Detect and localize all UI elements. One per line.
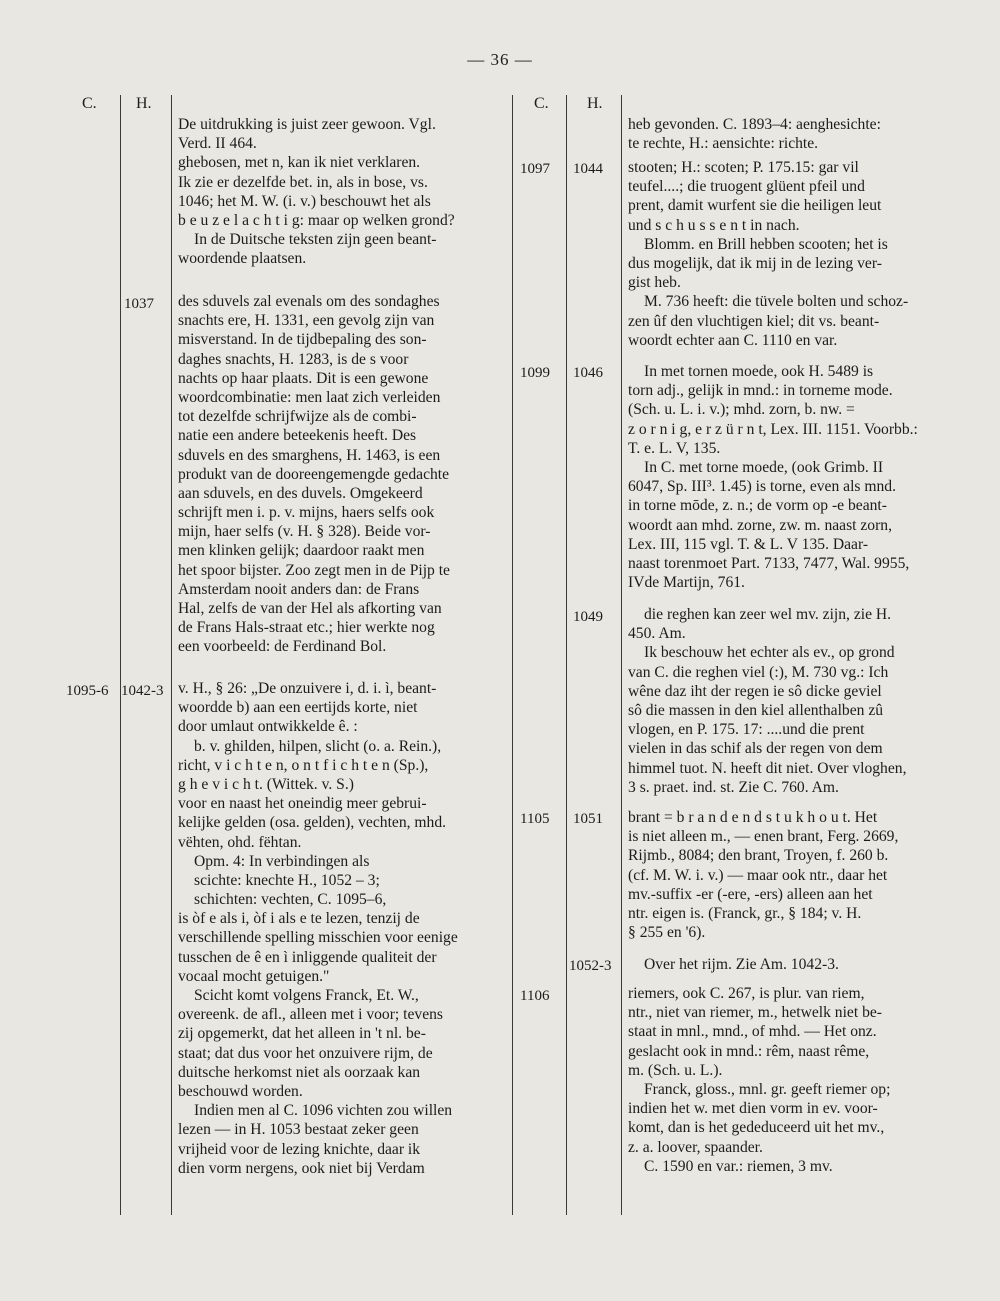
text-line: schichten: vechten, C. 1095–6, [194,891,387,909]
left-column-rule-2 [171,95,172,1215]
text-line: woordt aan mhd. zorne, zw. m. naast zorn, [628,516,892,534]
text-line: het spoor bijster. Zoo zegt men in de Pijp te [178,561,450,579]
text-line: ntr. eigen is. (Franck, gr., § 184; v. H. [628,904,862,922]
right-col-c-header: C. [534,95,549,112]
left-entry-2-text [178,679,458,1178]
text-line: C. 1590 en var.: riemen, 3 mv. [644,1157,833,1175]
text-line: In met tornen moede, ook H. 5489 is [644,363,874,380]
text-line: gist heb. [628,274,681,292]
text-line: indien het w. met dien vorm in ev. voor- [628,1100,878,1118]
text-line: vielen in das schif als der regen von dem [628,740,883,758]
left-entry-0-text [178,115,455,269]
right-entry-4-c-ref: 1105 [520,811,550,827]
text-line: g h e v i c h t. (Wittek. v. S.) [178,775,354,793]
text-line: dien vorm nergens, ook niet bij Verdam [178,1159,425,1177]
text-line: woordde b) aan een eertijds korte, niet [178,699,418,717]
text-line: vocaal mocht getuigen." [178,967,330,985]
right-entry-5-h-ref: 1052-3 [569,958,612,974]
text-line: scichte: knechte H., 1052 – 3; [194,871,380,889]
text-line: Rijmb., 8084; den brant, Troyen, f. 260 b. [628,847,889,865]
left-column-rule-1 [120,95,121,1215]
text-line: Franck, gloss., mnl. gr. geeft riemer op; [644,1080,891,1098]
text-line: geslacht ook in mnd.: rêm, naast rême, [628,1042,870,1060]
text-line: door umlaut ontwikkelde ê. : [178,718,358,736]
text-line: daghes snachts, H. 1283, is de s voor [178,350,409,368]
text-line: sduvels en des smarghens, H. 1463, is een [178,446,441,464]
text-line: staat in mnl., mnd., of mhd. — Het onz. [628,1023,877,1041]
right-entry-3-text [628,605,906,797]
text-line: Scicht komt volgens Franck, Et. W., [194,987,419,1004]
text-line: Blomm. en Brill hebben scooten; het is [644,235,888,253]
text-line: men klinken gelijk; daardoor raakt men [178,542,425,560]
right-entry-0-text [628,115,881,153]
left-col-c-header: C. [82,95,97,112]
text-line: heb gevonden. C. 1893–4: aenghesichte: [628,116,881,133]
text-line: duitsche herkomst niet als oorzaak kan [178,1063,421,1081]
text-line: 450. Am. [628,625,686,643]
text-line: b. v. ghilden, hilpen, slicht (o. a. Rein.), [194,737,442,755]
text-line: aan sduvels, en des duvels. Omgekeerd [178,484,423,502]
text-line: natie een andere beteekenis heeft. Des [178,427,417,445]
text-line: des sduvels zal evenals om des sondaghes [178,293,440,310]
text-line: zen ûf den vluchtigen kiel; dit vs. beant- [628,312,880,330]
text-line: verschillende spelling misschien voor eenige [178,929,458,947]
text-line: woordende plaatsen. [178,250,307,268]
text-line: ntr., niet van riemer, m., hetwelk niet be- [628,1004,882,1022]
text-line: is òf e als i, òf i als e te lezen, tenzij de [178,910,420,928]
text-line: dus mogelijk, dat ik mij in de lezing ver- [628,254,882,272]
right-entry-1-h-ref: 1044 [573,161,603,177]
text-line: v. H., § 26: „De onzuivere i, d. i. ì, beant- [178,680,437,697]
text-line: Verd. II 464. [178,135,257,153]
text-line: brant = b r a n d e n d s t u k h o u t. Het [628,809,878,826]
text-line: een voorbeeld: de Ferdinand Bol. [178,638,387,656]
text-line: In C. met torne moede, (ook Grimb. II [644,458,884,476]
text-line: 6047, Sp. III³. 1.45) is torne, even als mnd. [628,478,896,496]
left-entry-2-c-ref: 1095-6 [66,683,109,699]
text-line: staat; dat dus voor het onzuivere rijm, de [178,1044,433,1062]
text-line: van C. die reghen viel (:), M. 730 vg.: Ich [628,663,889,681]
text-line: Opm. 4: In verbindingen als [194,852,370,870]
text-line: z o r n i g, e r z ü r n t, Lex. III. 1151. Voorbb.: [628,420,918,438]
text-line: tot dezelfde schrijfwijze als de combi- [178,408,417,426]
text-line: nachts op haar plaats. Dit is een gewone [178,369,429,387]
right-entry-3-h-ref: 1049 [573,609,603,625]
text-line: naast torenmoet Part. 7133, 7477, Wal. 9955, [628,554,910,572]
text-line: T. e. L. V, 135. [628,439,721,457]
text-line: sô die massen in den kiel allenthalben zû [628,701,884,719]
left-entry-1-text [178,292,450,657]
left-entry-2-h-ref: 1042-3 [121,683,164,699]
text-line: 1046; het M. W. (i. v.) beschouwt het als [178,192,431,210]
text-line: kelijke gelden (osa. gelden), vechten, mhd. [178,814,447,832]
text-line: m. (Sch. u. L.). [628,1061,723,1079]
text-line: misverstand. In de tijdbepaling des son- [178,331,427,349]
text-line: is niet alleen m., — enen brant, Ferg. 2669, [628,828,899,846]
text-line: IVde Martijn, 761. [628,574,745,592]
text-line: richt, v i c h t e n, o n t f i c h t e n (Sp.), [178,756,429,774]
text-line: Indien men al C. 1096 vichten zou willen [194,1102,453,1120]
right-entry-2-c-ref: 1099 [520,365,550,381]
text-line: mv.-suffix -er (-ere, -ers) alleen aan het [628,885,873,903]
text-line: Ik beschouw het echter als ev., op grond [644,644,895,662]
text-line: (Sch. u. L. i. v.); mhd. zorn, b. nw. = [628,401,855,419]
text-line: torn adj., gelijk in mnd.: in torneme mode. [628,382,893,400]
text-line: overeenk. de afl., alleen met i voor; tevens [178,1006,443,1024]
text-line: Amsterdam nooit anders dan: de Frans [178,580,420,598]
text-line: schrijft men i. p. v. mijns, haers selfs ook [178,504,435,522]
text-line: ghebosen, met n, kan ik niet verklaren. [178,154,421,172]
text-line: z. a. loover, spaander. [628,1138,763,1156]
text-line: in torne mōde, z. n.; de vorm op -e beant- [628,497,887,515]
center-divider-rule [512,95,513,1215]
text-line: Over het rijm. Zie Am. 1042-3. [644,956,839,973]
right-column-rule-2 [621,95,622,1215]
right-entry-5-text [628,955,839,974]
text-line: riemers, ook C. 267, is plur. van riem, [628,985,865,1002]
right-column-rule-1 [566,95,567,1215]
right-entry-4-text [628,808,898,942]
text-line: § 255 en '6). [628,924,706,942]
text-line: prent, damit wurfent sie die heiligen leut [628,197,882,215]
text-line: snachts ere, H. 1331, een gevolg zijn van [178,312,435,330]
text-line: tusschen de ê en ì inliggende qualiteit der [178,948,437,966]
right-entry-4-h-ref: 1051 [573,811,603,827]
text-line: de Frans Hals-straat etc.; hier werkte nog [178,619,435,637]
text-line: te rechte, H.: aensichte: richte. [628,135,819,153]
right-entry-1-c-ref: 1097 [520,161,550,177]
text-line: zij opgemerkt, dat het alleen in 't nl. be- [178,1025,426,1043]
text-line: M. 736 heeft: die tüvele bolten und schoz- [644,293,909,311]
text-line: woordt echter aan C. 1110 en var. [628,331,838,349]
text-line: voor en naast het oneindig meer gebrui- [178,795,427,813]
text-line: vlogen, en P. 175. 17: ....und die prent [628,721,865,739]
text-line: (cf. M. W. i. v.) — maar ook ntr., daar het [628,866,888,884]
text-line: Hal, zelfs de van der Hel als afkorting van [178,600,442,617]
right-entry-2-text [628,362,918,592]
text-line: und s c h u s s e n t in nach. [628,216,800,234]
text-line: De uitdrukking is juist zeer gewoon. Vgl. [178,116,436,133]
text-line: wêne daz iht der regen ie sô dicke geviel [628,682,882,700]
right-entry-6-text [628,984,890,1176]
text-line: Ik zie er dezelfde bet. in, als in bose, vs. [178,173,428,191]
right-entry-1-text [628,158,908,350]
text-line: woordcombinatie: men laat zich verleiden [178,388,441,406]
right-col-h-header: H. [587,95,603,112]
text-line: b e u z e l a c h t i g: maar op welken grond? [178,211,455,229]
text-line: Lex. III, 115 vgl. T. & L. V 135. Daar- [628,535,869,553]
text-line: lezen — in H. 1053 bestaat zeker geen [178,1121,419,1139]
right-entry-2-h-ref: 1046 [573,365,603,381]
text-line: himmel tuot. N. heeft dit niet. Over vloghen, [628,759,907,777]
text-line: vëhten, ohd. fëhtan. [178,833,302,851]
text-line: mijn, haer selfs (v. H. § 328). Beide vor- [178,523,431,541]
right-entry-6-c-ref: 1106 [520,988,550,1004]
text-line: beschouwd worden. [178,1082,303,1100]
left-entry-1-h-ref: 1037 [124,296,154,312]
text-line: vrijheid voor de lezing knichte, daar ik [178,1140,421,1158]
text-line: die reghen kan zeer wel mv. zijn, zie H. [644,606,892,623]
text-line: stooten; H.: scoten; P. 175.15: gar vil [628,159,859,176]
text-line: 3 s. praet. ind. st. Zie C. 760. Am. [628,778,839,796]
text-line: komt, dan is het gededuceerd uit het mv., [628,1119,885,1137]
left-col-h-header: H. [136,95,152,112]
text-line: In de Duitsche teksten zijn geen beant- [194,231,437,249]
page-number: — 36 — [467,50,533,69]
text-line: produkt van de dooreengemengde gedachte [178,465,450,483]
text-line: teufel....; die truogent glüent pfeil und [628,178,865,196]
